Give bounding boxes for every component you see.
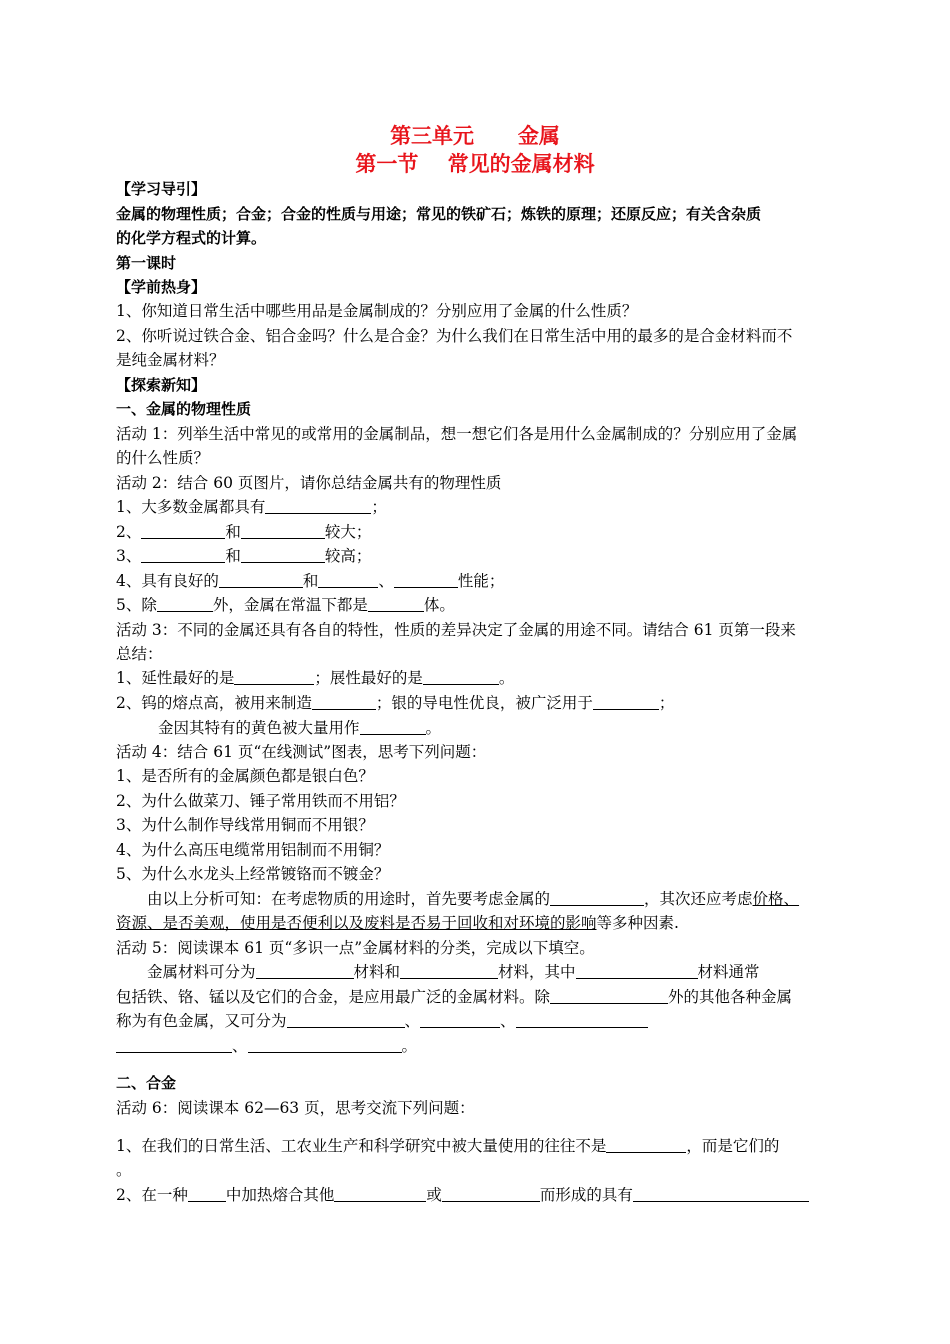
blank-field[interactable]	[423, 669, 499, 685]
blank-field[interactable]	[606, 1137, 686, 1153]
conclusion-line-2: 资源、是否美观，使用是否便利以及废料是否易于回收和对环境的影响等多种因素.	[116, 914, 679, 932]
blank-field[interactable]	[248, 1037, 402, 1053]
blank-field[interactable]	[219, 572, 303, 588]
activity-6: 活动 6：阅读课本 62—63 页，思考交流下列问题：	[116, 1099, 475, 1117]
unit-title: 第三单元 金属	[390, 124, 560, 148]
blank-field[interactable]	[188, 1186, 226, 1202]
blank-field[interactable]	[157, 596, 213, 612]
material-line-1: 金属材料可分为 材料和 材料，其中 材料通常	[147, 963, 760, 981]
blank-field[interactable]	[394, 572, 458, 588]
property-4: 4、具有良好的 和 、 性能；	[116, 572, 505, 590]
think-question-4: 4、为什么高压电缆常用铝制而不用铜？	[116, 841, 390, 859]
blank-field[interactable]	[633, 1186, 809, 1202]
activity-1-line-2: 的什么性质？	[116, 449, 210, 467]
warmup-heading: 【学前热身】	[116, 278, 207, 296]
blank-field[interactable]	[141, 523, 225, 539]
blank-field[interactable]	[318, 572, 378, 588]
guide-text-2: 的化学方程式的计算。	[116, 229, 267, 247]
section-title: 第一节 常见的金属材料	[355, 152, 595, 176]
guide-heading: 【学习导引】	[116, 180, 207, 198]
blank-field[interactable]	[116, 1037, 232, 1053]
alloy-question-1: 1、在我们的日常生活、工农业生产和科学研究中被大量使用的往往不是 ，而是它们的	[116, 1137, 780, 1155]
blank-field[interactable]	[420, 1012, 500, 1028]
think-question-3: 3、为什么制作导线常用铜而不用银？	[116, 816, 374, 834]
alloy-question-2: 2、在一种 中加热熔合其他 或 而形成的具有	[116, 1183, 809, 1207]
material-line-4: 、 。	[116, 1034, 417, 1058]
blank-field[interactable]	[312, 694, 376, 710]
conclusion-line-1: 由以上分析可知：在考虑物质的用途时，首先要考虑金属的 ，其次还应考虑价格、	[147, 890, 800, 908]
blank-field[interactable]	[287, 1012, 405, 1028]
think-question-5: 5、为什么水龙头上经常镀铬而不镀金？	[116, 865, 390, 883]
activity-5: 活动 5：阅读课本 61 页“多识一点”金属材料的分类，完成以下填空。	[116, 939, 595, 957]
blank-field[interactable]	[516, 1012, 648, 1028]
property-5: 5、除 外，金属在常温下都是 体。	[116, 596, 455, 614]
blank-field[interactable]	[550, 988, 668, 1004]
blank-field[interactable]	[593, 694, 659, 710]
blank-field[interactable]	[241, 547, 325, 563]
gold-line: 金因其特有的黄色被大量用作 。	[158, 719, 442, 737]
warmup-question-2a: 2、你听说过铁合金、铝合金吗？什么是合金？为什么我们在日常生活中用的最多的是合金材料而不	[116, 327, 793, 345]
activity-3-line-1: 活动 3：不同的金属还具有各自的特性，性质的差异决定了金属的用途不同。请结合 61 页第一段来	[116, 621, 796, 639]
property-3: 3、 和 较高；	[116, 547, 372, 565]
blank-field[interactable]	[400, 963, 498, 979]
lesson-label: 第一课时	[116, 254, 177, 272]
activity-1-line-1: 活动 1：列举生活中常见的或常用的金属制品，想一想它们各是用什么金属制成的？分别应用了金属	[116, 425, 798, 443]
blank-field[interactable]	[442, 1186, 540, 1202]
blank-field[interactable]	[256, 963, 354, 979]
blank-field[interactable]	[141, 547, 225, 563]
blank-field[interactable]	[241, 523, 325, 539]
blank-field[interactable]	[334, 1186, 426, 1202]
section-2-heading: 二、合金	[116, 1074, 177, 1092]
guide-text-1: 金属的物理性质；合金；合金的性质与用途；常见的铁矿石；炼铁的原理；还原反应；有关含杂质	[116, 205, 762, 223]
blank-field[interactable]	[360, 719, 426, 735]
ductility-line: 1、延性最好的是 ；展性最好的是 。	[116, 669, 515, 687]
alloy-question-1-end: 。	[116, 1161, 132, 1179]
material-line-3: 称为有色金属，又可分为 、 、	[116, 1009, 648, 1033]
explore-heading: 【探索新知】	[116, 376, 207, 394]
property-1: 1、大多数金属都具有 ；	[116, 498, 387, 516]
activity-3-line-2: 总结：	[116, 645, 163, 663]
blank-field[interactable]	[234, 669, 314, 685]
think-question-1: 1、是否所有的金属颜色都是银白色？	[116, 767, 374, 785]
think-question-2: 2、为什么做菜刀、锤子常用铁而不用铝？	[116, 792, 405, 810]
warmup-question-2b: 是纯金属材料？	[116, 351, 225, 369]
blank-field[interactable]	[550, 890, 644, 906]
activity-2: 活动 2：结合 60 页图片，请你总结金属共有的物理性质	[116, 474, 502, 492]
blank-field[interactable]	[368, 596, 424, 612]
blank-field[interactable]	[576, 963, 698, 979]
warmup-question-1: 1、你知道日常生活中哪些用品是金属制成的？分别应用了金属的什么性质？	[116, 302, 638, 320]
tungsten-line: 2、钨的熔点高，被用来制造 ；银的导电性优良，被广泛用于 ；	[116, 694, 675, 712]
material-line-2: 包括铁、铬、锰以及它们的合金，是应用最广泛的金属材料。除 外的其他各种金属	[116, 988, 793, 1006]
activity-4: 活动 4：结合 61 页“在线测试”图表，思考下列问题：	[116, 743, 487, 761]
section-1-heading: 一、金属的物理性质	[116, 400, 252, 418]
property-2: 2、 和 较大；	[116, 523, 372, 541]
blank-field[interactable]	[265, 498, 371, 514]
